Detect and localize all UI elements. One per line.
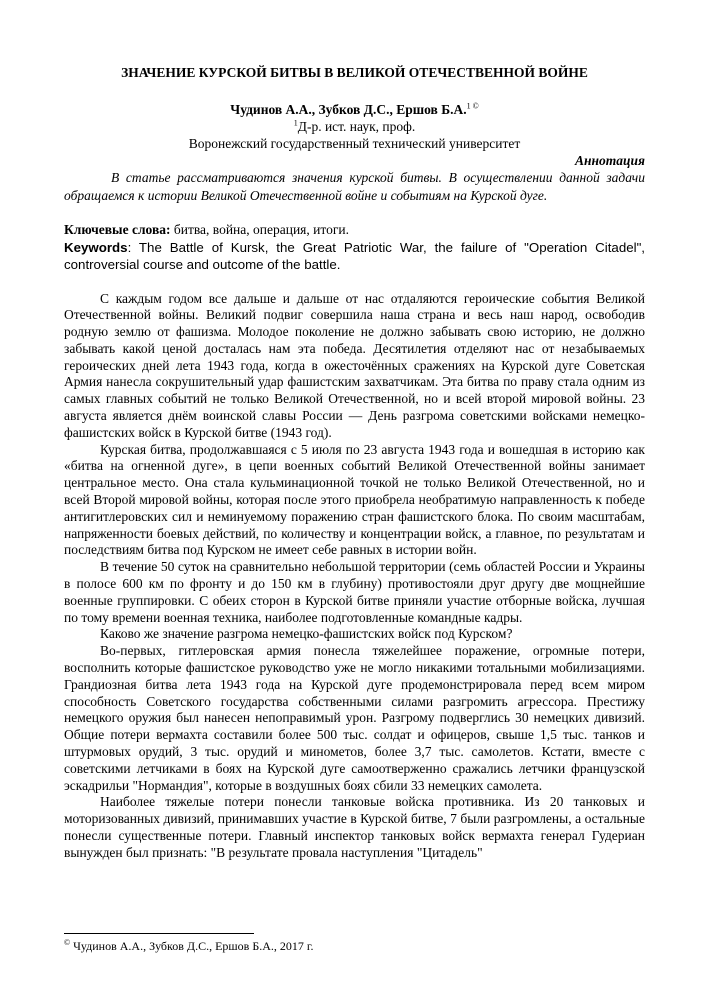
author-degree: Д-р. ист. наук, проф. [297,119,416,134]
keywords-ru-label: Ключевые слова: [64,222,171,237]
body-paragraph: В течение 50 суток на сравнительно небольшой территории (семь областей России и Украины в полосе 600 км по фронту и до 150 км в глубину) противостояли друг другу две мощнейшие военные группировки. С обеих сторон в Курской битве приняли участие отборные войска, лучшая по тому времени военная техника, наиболее подготовленные командные кадры. [64,559,645,625]
author-footnote-mark: 1 © [466,101,479,111]
university-name: Воронежский государственный технический университет [188,136,521,151]
body-paragraph: Наиболее тяжелые потери понесли танковые войска противника. Из 20 танковых и моторизованных дивизий, принимавших участие в Курской битве, 7 были разгромлены, а остальные понесли существенные потери. Главный инспектор танковых войск вермахта генерал Гудериан вынужден был признать: "В результате провала наступления "Цитадель" [64,794,645,860]
footnote-text: Чудинов А.А., Зубков Д.С., Ершов Б.А., 2017 г. [70,939,314,953]
footnote-mark: © [64,938,71,947]
body-paragraph: Курская битва, продолжавшаяся с 5 июля по 23 августа 1943 года и вошедшая в историю как «битва на огненной дуге», в цепи военных событий Великой Отечественной войны занимает центральное место. Она стала кульминационной точкой не только Великой Отечественной, но и всей Второй мировой войны, которая после этого приобрела необратимую направленность к победе антигитлеровских сил и неминуемому поражению стран фашистского блока. По своим масштабам, напряженности боевых действий, по количеству и концентрации войск, а главное, по результатам и последствиям битва под Курском не имеет себе равных в истории войн. [64,441,645,558]
copyright-footnote [64,939,313,954]
article-body [64,291,645,862]
author-title [64,118,645,135]
keywords-en-label: Keywords [64,239,128,255]
article-title: ЗНАЧЕНИЕ КУРСКОЙ БИТВЫ В ВЕЛИКОЙ ОТЕЧЕСТВЕННОЙ ВОЙНЕ [121,65,588,80]
article-page [64,64,645,862]
body-paragraph: С каждым годом все дальше и дальше от нас отдаляются героические события Великой Отечественной войны. Великий подвиг совершила наша страна и весь наш народ, освободив родную землю от фашизма. Молодое поколение не должно забывать свою историю, не должно забывать какой ценой досталась нам эта победа. Десятилетия отделяют нас от незабываемых героических дней лета 1943 года, когда в ожесточённых сражениях на Курской дуге Советская Армия нанесла сокрушительный удар фашистским захватчикам. Эта битва по праву стала одним из самых главных событий не только Великой Отечественной, но и всей второй мировой войны. 23 августа является днём воинской славы России — День разгрома советскими войсками немецко-фашистских войск в Курской битве (1943 год). [64,290,645,440]
keywords-ru-text: битва, война, операция, итоги. [170,222,349,237]
abstract-heading: Аннотация [575,153,645,168]
body-paragraph: Каково же значение разгрома немецко-фашистских войск под Курском? [100,626,513,642]
footnote-divider [64,933,254,934]
keywords-en [64,239,645,274]
affiliation-mark: 1 [293,118,298,128]
body-paragraph: Во-первых, гитлеровская армия понесла тяжелейшее поражение, огромные потери, восполнить которые фашистское руководство уже не могло никакими тотальными мобилизациями. Грандиозная битва лета 1943 года на Курской дуге продемонстрировала перед всем миром способность Советского государства собственными силами разгромить агрессора. Престижу немецкого оружия был нанесен непоправимый урон. Разгрому подверглись 30 немецких дивизий. Общие потери вермахта составили более 500 тыс. солдат и офицеров, свыше 1,5 тыс. танков и штурмовых орудий, 3 тыс. орудий и минометов, более 3,7 тыс. самолетов. Кстати, вместе с советскими летчиками в боях на Курской дуге самоотверженно сражались летчики французской эскадрильи "Нормандия", которые в воздушных боях сбили 33 немецких самолета. [64,643,645,793]
keywords-en-text: : The Battle of Kursk, the Great Patriotic War, the failure of "Operation Citadel", controversial course and outcome of the battle. [64,239,645,272]
author-line [64,101,645,118]
abstract-text: В статье рассматриваются значения курской битвы. В осуществлении данной задачи обращаемся к истории Великой Отечественной войне и событиям на Курской дуге. [64,170,645,203]
keywords-ru [64,221,645,239]
author-names: Чудинов А.А., Зубков Д.С., Ершов Б.А. [230,102,467,117]
